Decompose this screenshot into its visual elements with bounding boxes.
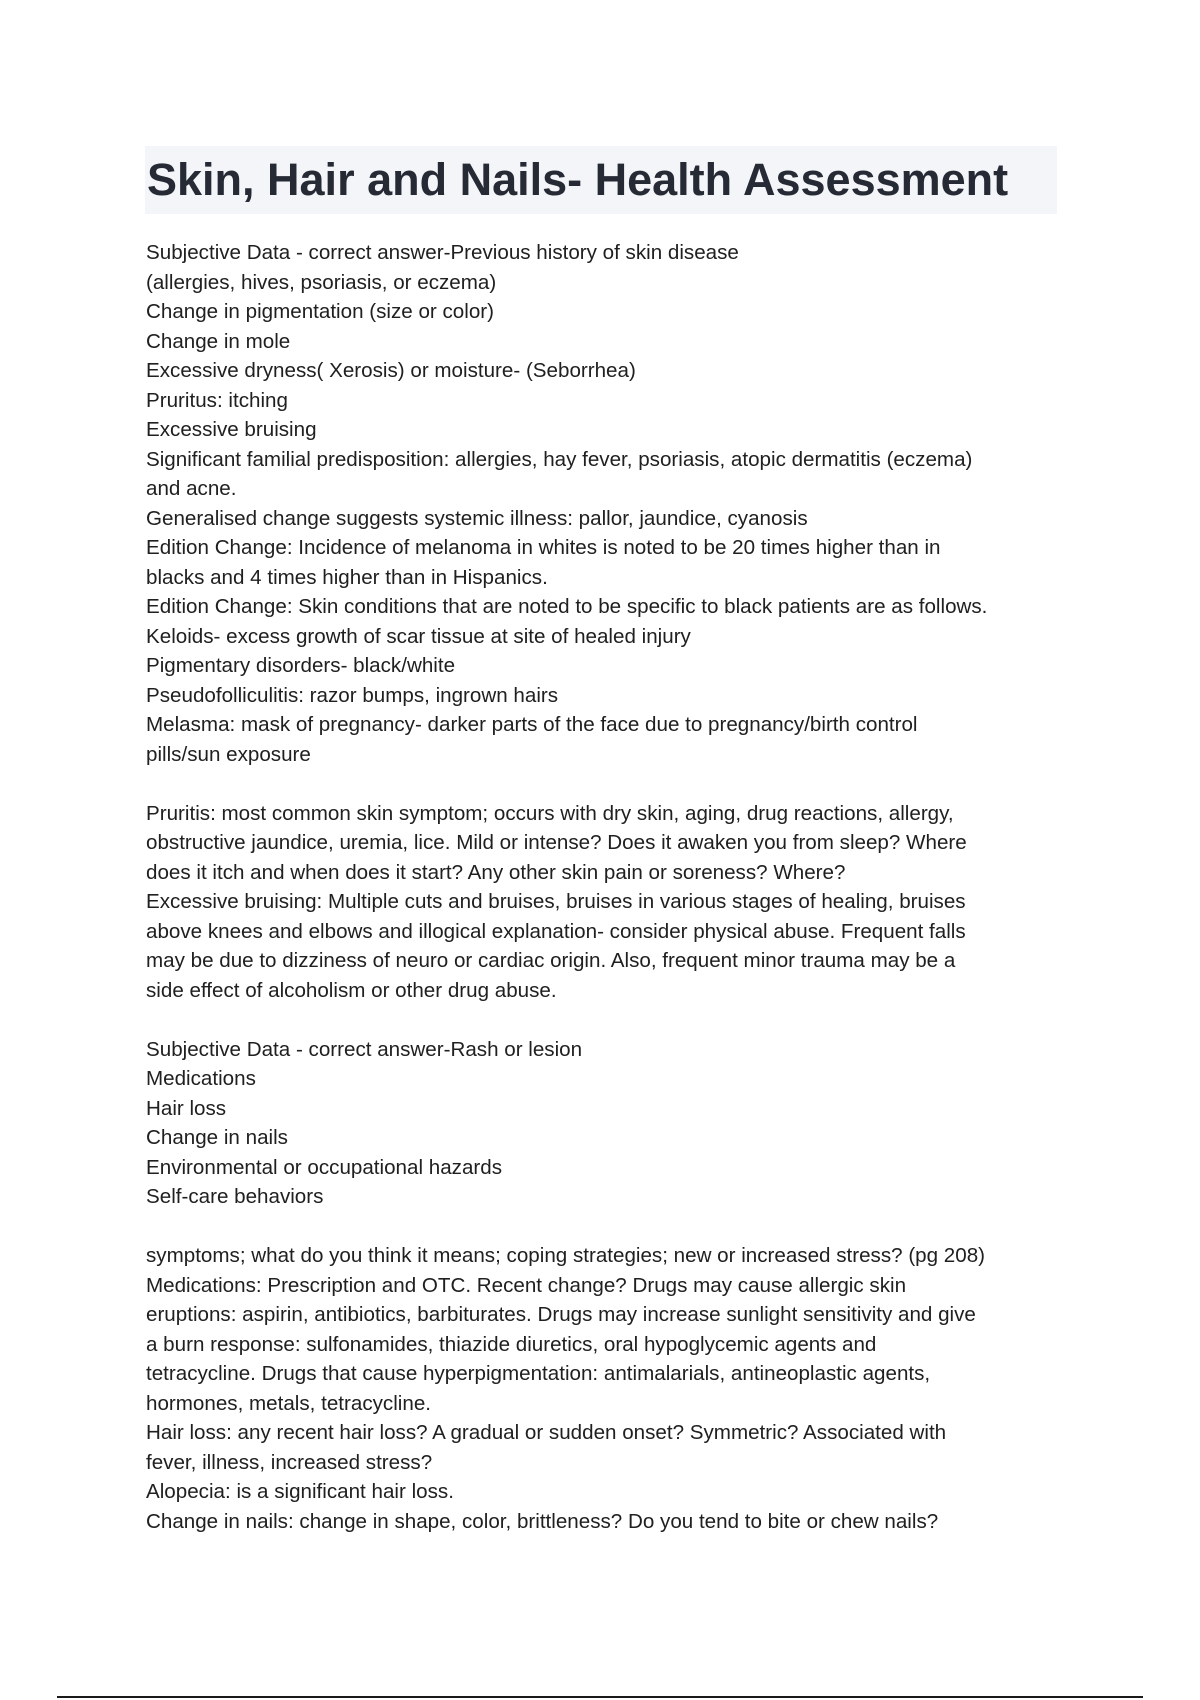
text-line: blacks and 4 times higher than in Hispanics. [146, 565, 548, 589]
text-line: Medications [146, 1067, 256, 1090]
text-line: eruptions: aspirin, antibiotics, barbiturates. Drugs may increase sunlight sensitivity and give [146, 1303, 976, 1326]
text-line: Keloids- excess growth of scar tissue at site of healed injury [146, 624, 691, 648]
text-line: obstructive jaundice, uremia, lice. Mild or intense? Does it awaken you from sleep? Where [146, 831, 967, 854]
text-line: Excessive bruising [146, 418, 317, 441]
text-line: Environmental or occupational hazards [146, 1155, 503, 1179]
text-line: symptoms; what do you think it means; coping strategies; new or increased stress? (pg 208) [146, 1244, 986, 1267]
text-line: Change in nails: change in shape, color, brittleness? Do you tend to bite or chew nails? [146, 1509, 939, 1533]
text-line: Change in pigmentation (size or color) [146, 300, 494, 323]
document-body [146, 238, 1076, 1536]
text-line: Medications: Prescription and OTC. Recent change? Drugs may cause allergic skin [146, 1273, 907, 1297]
text-line: Edition Change: Incidence of melanoma in whites is noted to be 20 times higher than in [146, 536, 941, 559]
text-line: Hair loss: any recent hair loss? A gradual or sudden onset? Symmetric? Associated with [146, 1421, 947, 1444]
bottom-divider [57, 1696, 1143, 1698]
paragraph-block [146, 799, 1076, 1006]
text-line: Change in nails [146, 1126, 288, 1149]
page-title: Skin, Hair and Nails- Health Assessment [147, 154, 1009, 205]
text-line: Subjective Data - correct answer-Previous history of skin disease [146, 241, 739, 264]
text-line: Pruritis: most common skin symptom; occurs with dry skin, aging, drug reactions, allergy, [146, 801, 954, 825]
text-line: Pseudofolliculitis: razor bumps, ingrown hairs [146, 683, 559, 707]
text-line: fever, illness, increased stress? [146, 1450, 433, 1474]
paragraph-block [146, 238, 1076, 769]
text-line: Melasma: mask of pregnancy- darker parts of the face due to pregnancy/birth control [146, 713, 918, 736]
text-line: Pruritus: itching [146, 388, 288, 412]
text-line: does it itch and when does it start? Any other skin pain or soreness? Where? [146, 860, 846, 884]
text-line: above knees and elbows and illogical explanation- consider physical abuse. Frequent falls [146, 919, 966, 943]
paragraph-block [146, 1035, 1076, 1212]
text-line: Excessive dryness( Xerosis) or moisture- (Seborrhea) [146, 359, 636, 382]
text-line: may be due to dizziness of neuro or cardiac origin. Also, frequent minor trauma may be a [146, 949, 956, 972]
text-line: Subjective Data - correct answer-Rash or lesion [146, 1037, 583, 1061]
text-line: Alopecia: is a significant hair loss. [146, 1480, 454, 1503]
text-line: and acne. [146, 477, 237, 500]
text-line: Hair loss [146, 1096, 227, 1120]
text-line: side effect of alcoholism or other drug abuse. [146, 978, 557, 1002]
text-line: pills/sun exposure [146, 742, 311, 766]
text-line: Generalised change suggests systemic illness: pallor, jaundice, cyanosis [146, 506, 808, 530]
text-line: Pigmentary disorders- black/white [146, 654, 456, 677]
text-line: hormones, metals, tetracycline. [146, 1391, 431, 1415]
text-line: a burn response: sulfonamides, thiazide diuretics, oral hypoglycemic agents and [146, 1332, 877, 1356]
text-line: (allergies, hives, psoriasis, or eczema) [146, 270, 497, 294]
paragraph-block [146, 1241, 1076, 1536]
text-line: Change in mole [146, 329, 291, 353]
text-line: Self-care behaviors [146, 1185, 324, 1208]
text-line: Excessive bruising: Multiple cuts and bruises, bruises in various stages of healing, bruises [146, 890, 966, 913]
text-line: tetracycline. Drugs that cause hyperpigmentation: antimalarials, antineoplastic agents, [146, 1362, 931, 1385]
text-line: Significant familial predisposition: allergies, hay fever, psoriasis, atopic dermatitis (eczema) [146, 447, 973, 471]
text-line: Edition Change: Skin conditions that are noted to be specific to black patients are as follows. [146, 595, 988, 618]
